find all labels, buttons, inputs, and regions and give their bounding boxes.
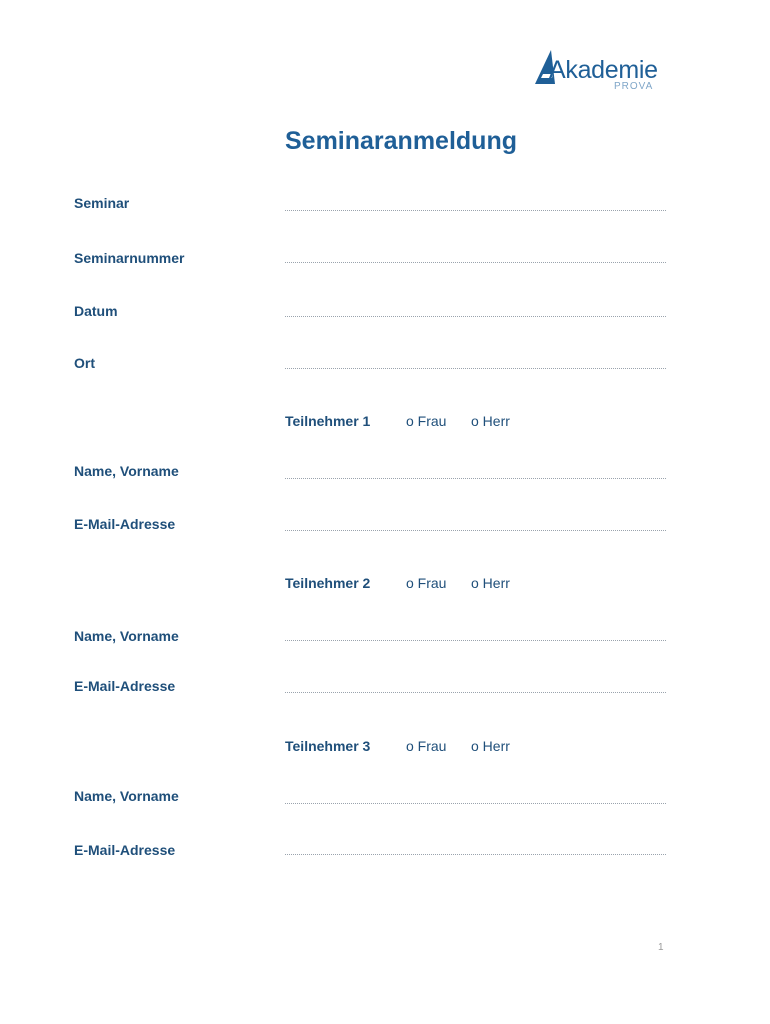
seminar-input-line[interactable] [285, 210, 666, 211]
participant-1-email-label: E-Mail-Adresse [74, 516, 176, 532]
participant-2-name-input-line[interactable] [285, 640, 666, 641]
participant-3-option-frau[interactable]: o Frau [406, 738, 447, 754]
logo-subtitle: PROVA [614, 81, 654, 92]
date-label: Datum [74, 303, 118, 319]
page-title: Seminaranmeldung [285, 127, 517, 155]
akademie-prova-logo [533, 48, 663, 98]
participant-1-name-input-line[interactable] [285, 478, 666, 479]
participant-1-name-label: Name, Vorname [74, 463, 179, 479]
participant-3-email-label: E-Mail-Adresse [74, 842, 176, 858]
participant-2-option-frau[interactable]: o Frau [406, 575, 447, 591]
date-input-line[interactable] [285, 316, 666, 317]
participant-3-name-label: Name, Vorname [74, 788, 179, 804]
participant-2-email-input-line[interactable] [285, 692, 666, 693]
seminar-number-label: Seminarnummer [74, 250, 185, 266]
participant-1-email-input-line[interactable] [285, 530, 666, 531]
participant-2-option-herr[interactable]: o Herr [471, 575, 510, 591]
participant-1-option-frau[interactable]: o Frau [406, 413, 447, 429]
participant-3-option-herr[interactable]: o Herr [471, 738, 510, 754]
participant-1-heading: Teilnehmer 1 [285, 413, 371, 429]
place-label: Ort [74, 355, 95, 371]
place-input-line[interactable] [285, 368, 666, 369]
participant-2-name-label: Name, Vorname [74, 628, 179, 644]
seminar-label: Seminar [74, 195, 130, 211]
participant-2-heading: Teilnehmer 2 [285, 575, 371, 591]
participant-3-email-input-line[interactable] [285, 854, 666, 855]
logo-wordmark: Akademie [549, 56, 658, 84]
participant-2-email-label: E-Mail-Adresse [74, 678, 176, 694]
seminar-number-input-line[interactable] [285, 262, 666, 263]
participant-3-name-input-line[interactable] [285, 803, 666, 804]
participant-1-option-herr[interactable]: o Herr [471, 413, 510, 429]
page-number: 1 [658, 942, 664, 953]
participant-3-heading: Teilnehmer 3 [285, 738, 371, 754]
